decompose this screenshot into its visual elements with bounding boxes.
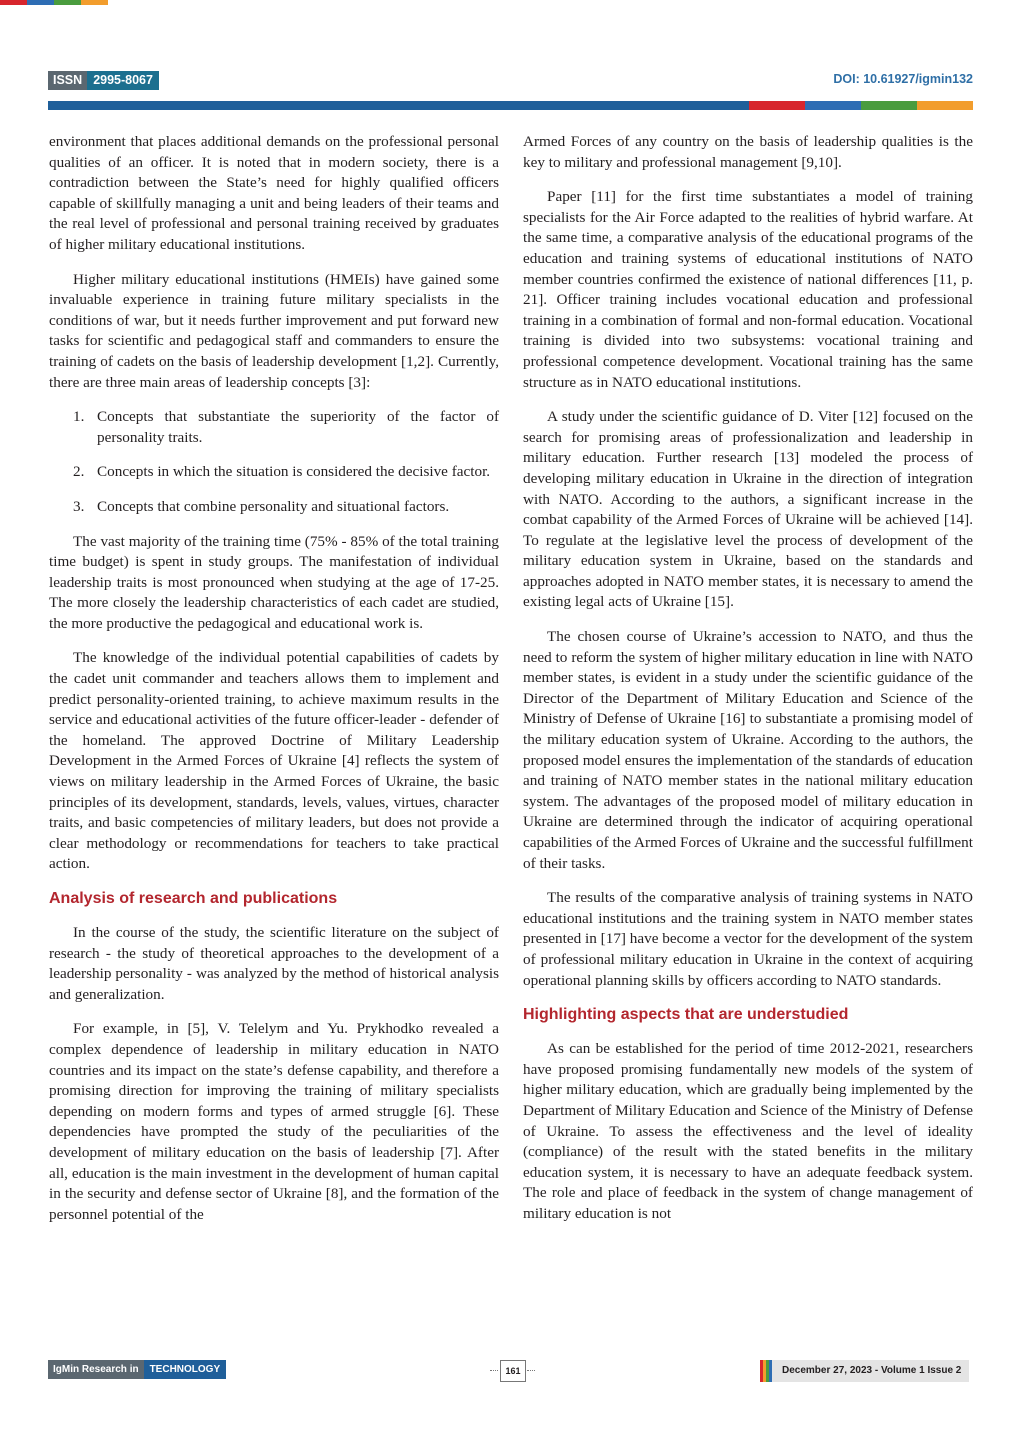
paragraph: A study under the scientific guidance of D. Viter [12] focused on the search for promising areas of professionalization and leadership in military education. Further research [13] modeled the process of developing military education in Ukraine in the direction of integration with NATO. According to the authors, a significant increase in the combat capability of the Armed Forces of Ukraine will be achieved [14]. To regulate at the legislative level the process of development of the military education system in Ukraine, based on the standards and approaches adopted in NATO member states, it is necessary to amend the existing legal acts of Ukraine [15]. [523, 408, 973, 611]
concept-list [49, 407, 499, 517]
paragraph: The vast majority of the training time (75% - 85% of the total training time budget) is spent in study groups. The manifestation of individual leadership traits is most pronounced when studying at the age of 17-25. The more closely the leadership characteristics of each cadet are studied, the more productive the pedagogical and educational work is. [49, 532, 499, 632]
list-item [49, 497, 499, 518]
issue-date: December 27, 2023 - Volume 1 Issue 2 [772, 1360, 969, 1382]
list-number: 3. [73, 497, 85, 515]
paragraph: Higher military educational institutions (HMEIs) have gained some invaluable experience in training future military specialists in the conditions of war, but it needs further improvement and put forward new tasks for scientific and pedagogical staff and commanders to ensure the training of cadets on the basis of leadership development [1,2]. Currently, there are three main areas of leadership concepts [3]: [49, 270, 499, 391]
paragraph: The results of the comparative analysis of training systems in NATO educational institutions and the training system in NATO member states presented in [17] have become a vector for the development of the system of professional military education in Ukraine in the context of acquiring operational planning skills by officers according to NATO standards. [523, 889, 973, 989]
list-number: 1. [73, 408, 85, 426]
paragraph: As can be established for the period of time 2012-2021, researchers have proposed promising fundamentally new models of the system of higher military education, which are gradually being implemented by the Department of Military Education and Science of the Ministry of Defense of Ukraine. To assess the effectiveness and the level of ideality (compliance) of the result with the stated benefits in the military education system, it is necessary to have an adequate feedback system. The role and place of feedback in the system of change management of military education is not [523, 1040, 973, 1222]
list-text: Concepts that substantiate the superiority of the factor of personality traits. [97, 408, 499, 446]
list-number: 2. [73, 463, 85, 481]
issn-label: ISSN [48, 71, 87, 90]
paragraph: environment that places additional demands on the professional personal qualities of an officer. It is noted that in modern society, there is a contradiction between the State’s need for highly qualified officers capable of skillfully managing a unit and being leaders of their teams and the real level of professional and personal training received by graduates of higher military educational institutions. [49, 133, 499, 253]
paragraph: Armed Forces of any country on the basis of leadership qualities is the key to military and professional management [9,10]. [523, 133, 973, 171]
list-item [49, 462, 499, 483]
top-color-stripes [0, 0, 108, 5]
paragraph: The knowledge of the individual potential capabilities of cadets by the cadet unit commander and teachers allows them to implement and predict personality-oriented training, to achieve maximum results in the service and educational activities of the future officer-leader - defender of the homeland. The approved Doctrine of Military Leadership Development in the Armed Forces of Ukraine [4] reflects the system of views on military leadership in the Armed Forces of Ukraine, the basic principles of its development, standards, levels, values, virtues, character traits, and basic competencies of military leaders, but does not provide a clear methodology or recommendations for teachers to take practical action. [49, 649, 499, 873]
right-column [523, 132, 973, 1239]
header-bar [48, 101, 973, 110]
issue-color-bars [760, 1360, 772, 1382]
page-footer [0, 1360, 1024, 1382]
journal-badge [48, 1360, 226, 1379]
issn-number: 2995-8067 [87, 71, 159, 90]
journal-prefix: IgMin Research in [48, 1360, 144, 1379]
list-item [49, 407, 499, 448]
issn-badge [48, 71, 159, 90]
page-number: 161 [500, 1360, 526, 1382]
journal-subject: TECHNOLOGY [144, 1360, 227, 1379]
paragraph: Paper [11] for the first time substantiates a model of training specialists for the Air Force adapted to the realities of hybrid warfare. At the same time, a comparative analysis of the educational programs of the education and training systems of educational institutions of NATO member countries confirmed the existence of national differences [11, p. 21]. Officer training includes vocational education and professional training in a combination of formal and non-formal education. Vocational training is divided into two subsystems: vocational training and professional competence development. Vocational training has the same structure as in NATO educational institutions. [523, 188, 973, 391]
issue-badge [760, 1360, 969, 1382]
list-text: Concepts that combine personality and situational factors. [97, 497, 450, 515]
doi-link[interactable]: DOI: 10.61927/igmin132 [833, 72, 973, 86]
paragraph: For example, in [5], V. Telelym and Yu. Prykhodko revealed a complex dependence of leadership in military education in NATO countries and its impact on the state’s defense capability, and therefore a promising direction for improving the training of military specialists depending on modern forms and types of armed struggle [6]. These dependencies have prompted the study of the peculiarities of the development of military education on the basis of leadership [7]. After all, education is the main investment in the development of human capital in the security and defense sector of Ukraine [8], and the formation of the personnel potential of the [49, 1020, 499, 1223]
paragraph: In the course of the study, the scientific literature on the subject of research - the study of theoretical approaches to the development of a leadership personality - was analyzed by the method of historical analysis and generalization. [49, 924, 499, 1003]
list-text: Concepts in which the situation is considered the decisive factor. [97, 463, 491, 481]
section-heading: Analysis of research and publications [49, 890, 338, 907]
section-heading: Highlighting aspects that are understudied [523, 1006, 849, 1024]
left-column [49, 132, 499, 1239]
paragraph: The chosen course of Ukraine’s accession to NATO, and thus the need to reform the system of higher military education in line with NATO member states, is evident in a study under the scientific guidance of the Director of the Department of Military Education and Science of the Ministry of Defense of Ukraine [16] to substantiate a promising model of the military education system of Ukraine. According to the authors, the proposed model ensures the implementation of the standards of education and training of NATO member states in the national military education system. The advantages of the proposed model of military education in Ukraine are determined through the indicator of acquiring operational capabilities of the Armed Forces of Ukraine and the successful fulfillment of their tasks. [523, 628, 973, 872]
